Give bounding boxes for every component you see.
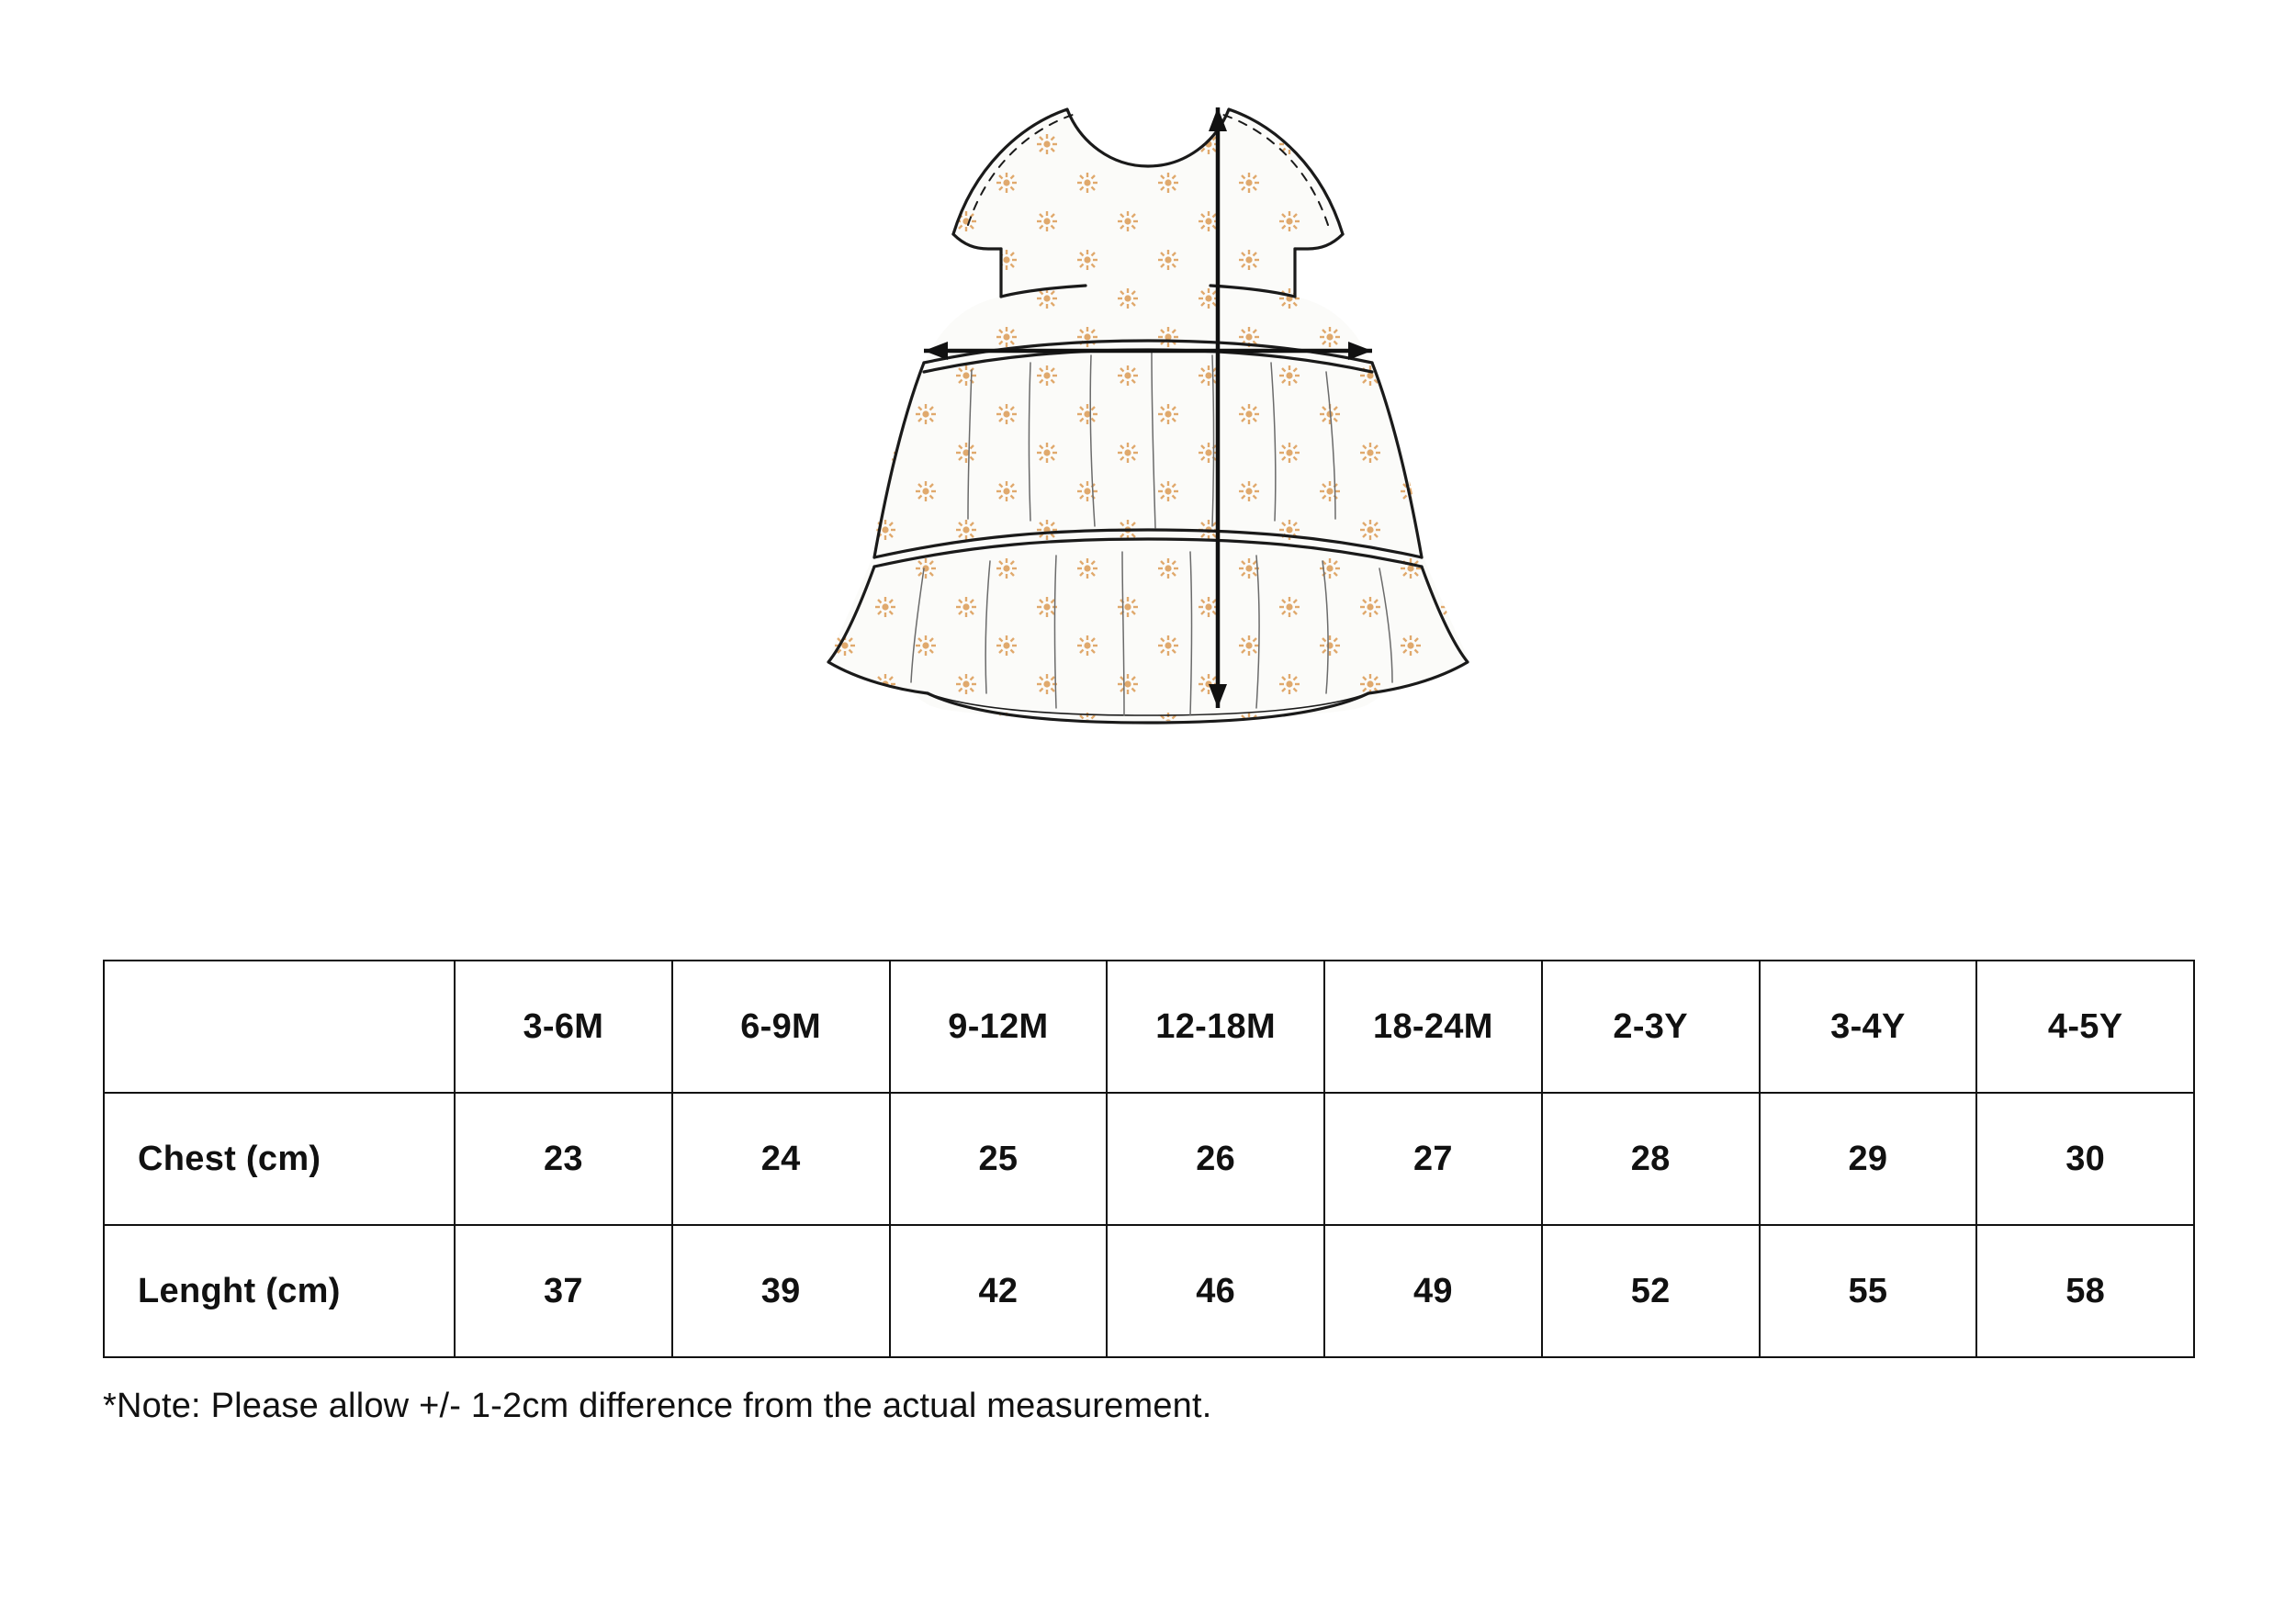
column-header-3-4y: 3-4Y bbox=[1760, 961, 1977, 1093]
column-header-3-6m: 3-6M bbox=[455, 961, 672, 1093]
cell-chest-3-6m: 23 bbox=[455, 1093, 672, 1225]
cell-chest-9-12m: 25 bbox=[890, 1093, 1108, 1225]
cell-chest-18-24m: 27 bbox=[1324, 1093, 1542, 1225]
cell-chest-12-18m: 26 bbox=[1107, 1093, 1324, 1225]
column-header-12-18m: 12-18M bbox=[1107, 961, 1324, 1093]
cell-length-2-3y: 52 bbox=[1542, 1225, 1760, 1357]
cell-length-3-6m: 37 bbox=[455, 1225, 672, 1357]
size-table bbox=[103, 960, 2195, 1358]
cell-length-3-4y: 55 bbox=[1760, 1225, 1977, 1357]
dress-technical-drawing-svg bbox=[744, 87, 1552, 895]
cell-length-12-18m: 46 bbox=[1107, 1225, 1324, 1357]
cell-chest-2-3y: 28 bbox=[1542, 1093, 1760, 1225]
table-row-chest bbox=[104, 1093, 2194, 1225]
cell-length-6-9m: 39 bbox=[672, 1225, 890, 1357]
cell-chest-6-9m: 24 bbox=[672, 1093, 890, 1225]
table-row-length bbox=[104, 1225, 2194, 1357]
table-corner-cell bbox=[104, 961, 455, 1093]
cell-length-4-5y: 58 bbox=[1976, 1225, 2194, 1357]
measurement-note: *Note: Please allow +/- 1-2cm difference from the actual measurement. bbox=[103, 1387, 1212, 1425]
cell-chest-3-4y: 29 bbox=[1760, 1093, 1977, 1225]
row-label-chest: Chest (cm) bbox=[104, 1093, 455, 1225]
column-header-9-12m: 9-12M bbox=[890, 961, 1108, 1093]
cell-length-18-24m: 49 bbox=[1324, 1225, 1542, 1357]
table-header-row bbox=[104, 961, 2194, 1093]
column-header-6-9m: 6-9M bbox=[672, 961, 890, 1093]
cell-length-9-12m: 42 bbox=[890, 1225, 1108, 1357]
cell-chest-4-5y: 30 bbox=[1976, 1093, 2194, 1225]
column-header-2-3y: 2-3Y bbox=[1542, 961, 1760, 1093]
dress-body-fill bbox=[744, 87, 1552, 895]
row-label-length: Lenght (cm) bbox=[104, 1225, 455, 1357]
column-header-18-24m: 18-24M bbox=[1324, 961, 1542, 1093]
dress-illustration bbox=[0, 87, 2296, 914]
column-header-4-5y: 4-5Y bbox=[1976, 961, 2194, 1093]
